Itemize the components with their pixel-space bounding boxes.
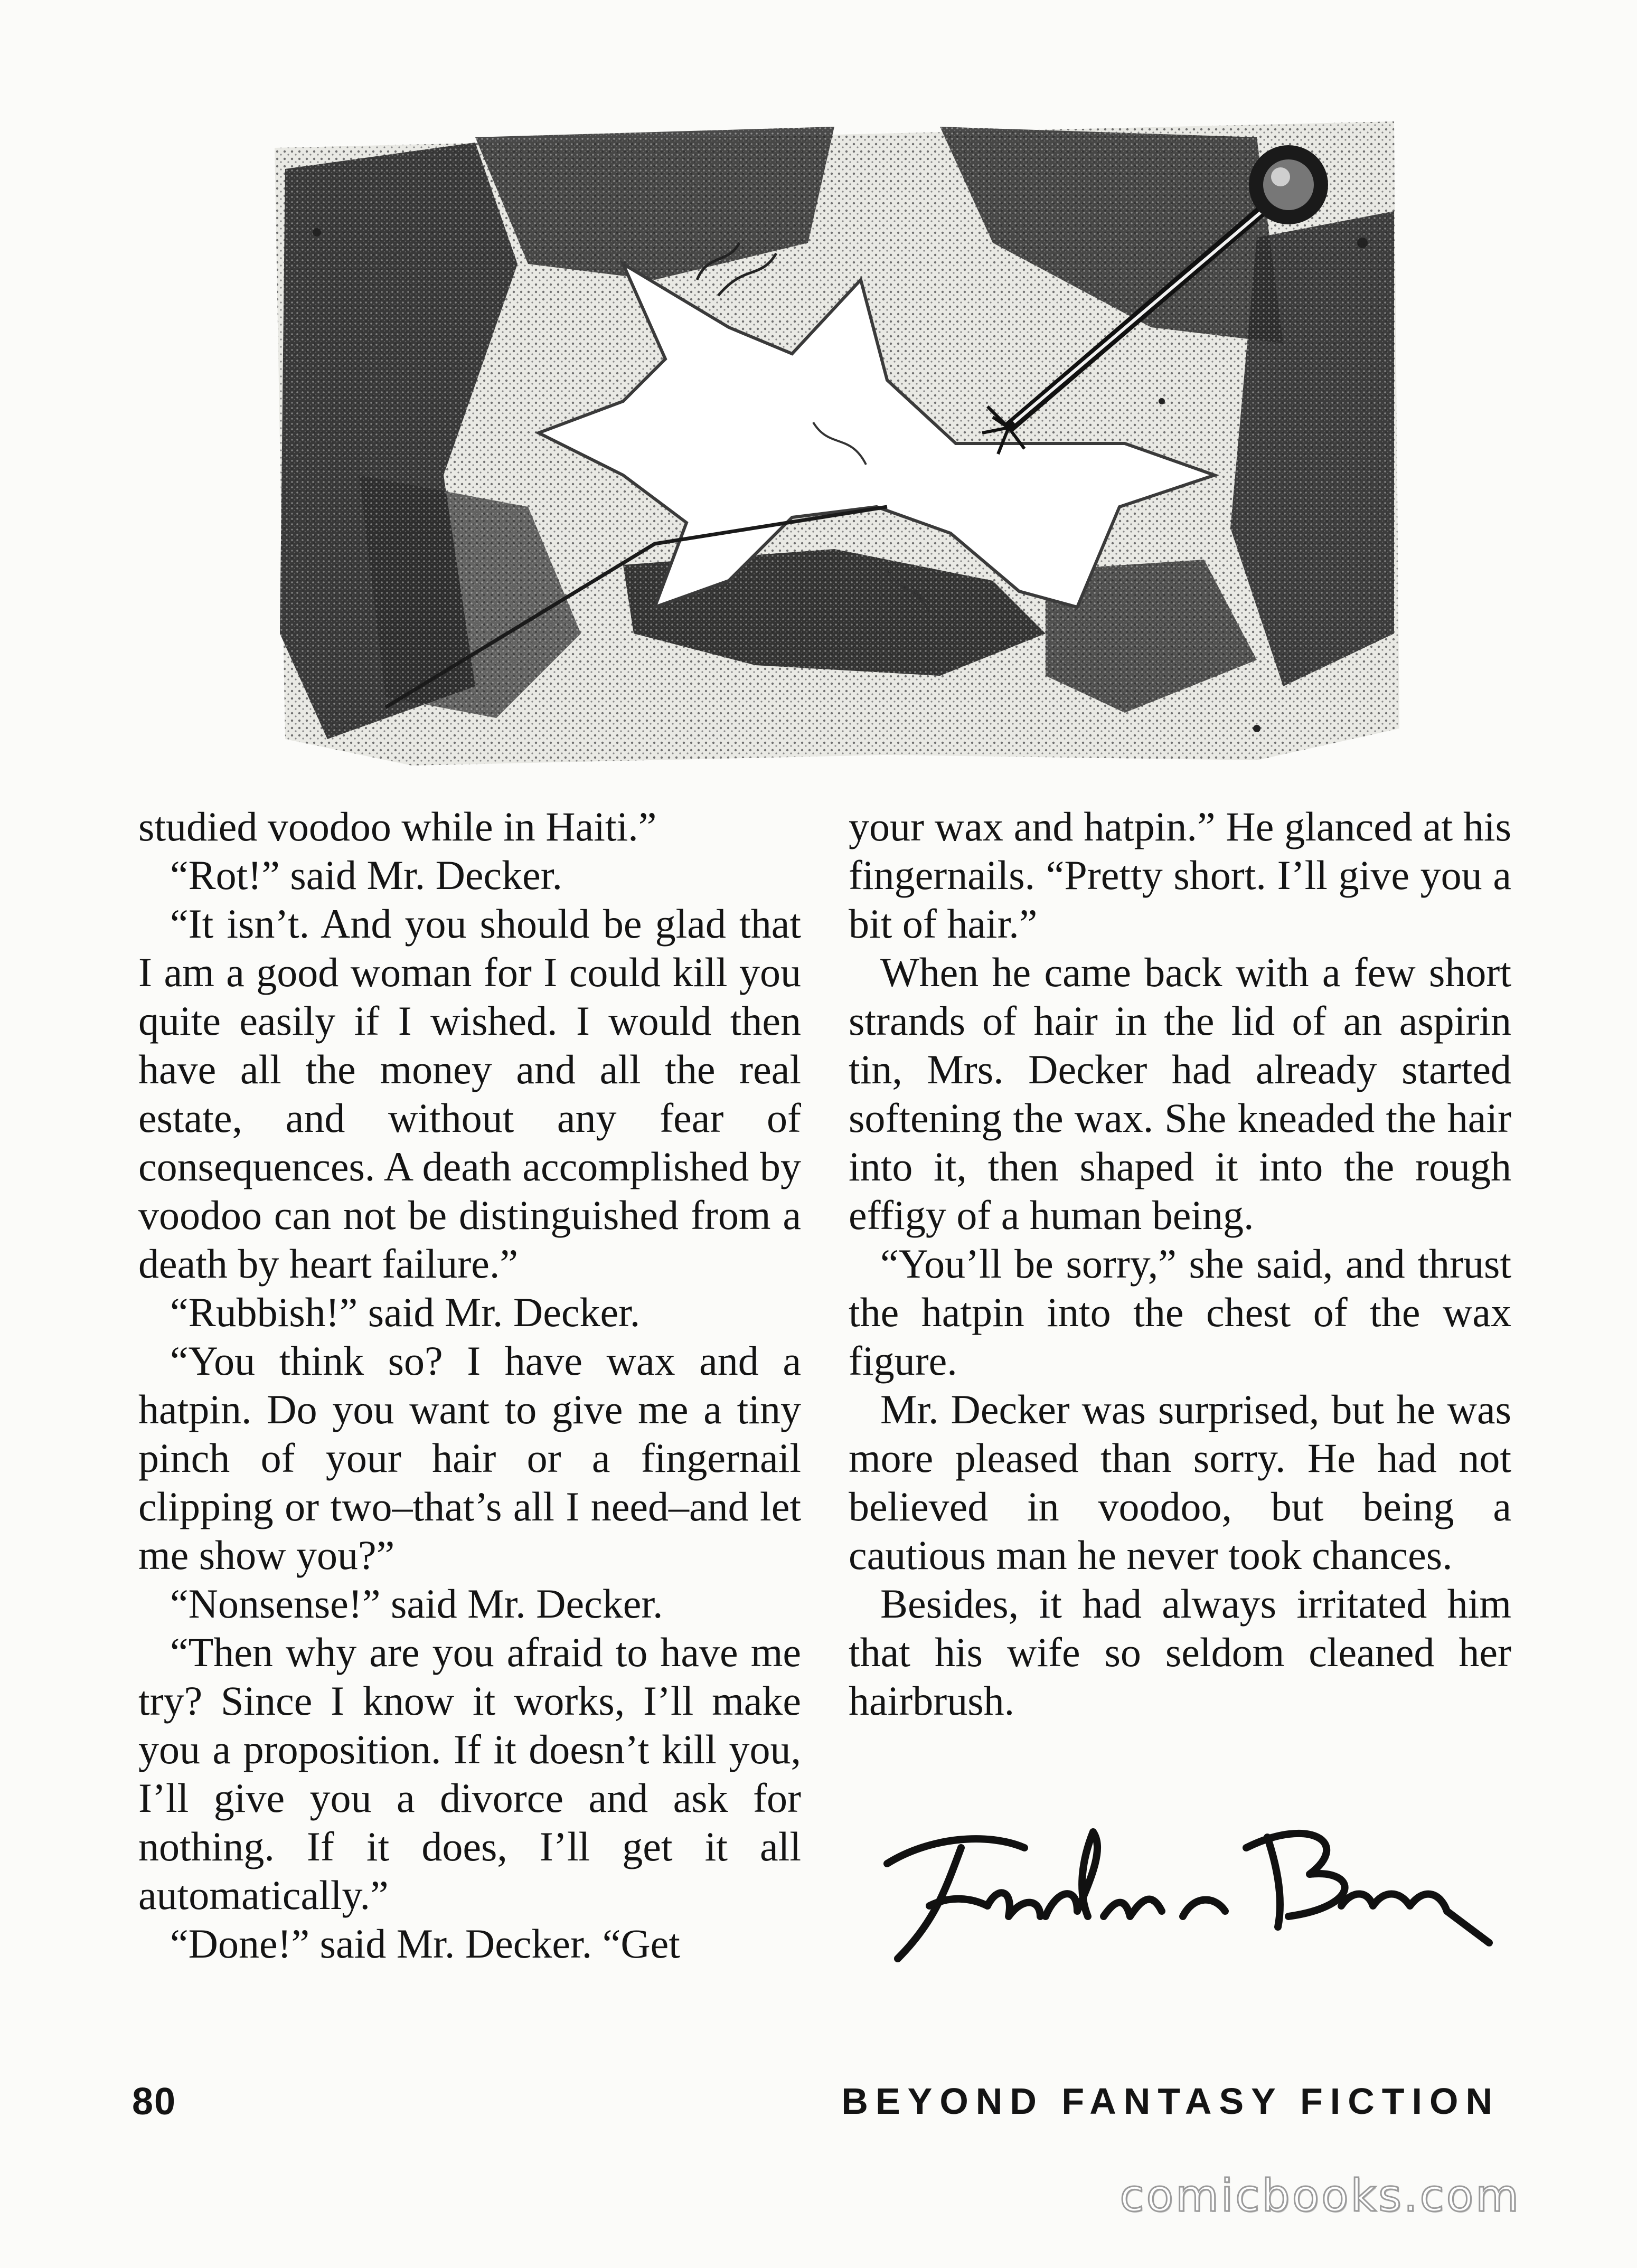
story-paragraph: your wax and hatpin.” He glanced at his fingernails. “Pretty short. I’ll give you a bit of hair.” bbox=[849, 804, 1511, 947]
magazine-title: BEYOND FANTASY FICTION bbox=[841, 2081, 1500, 2122]
story-paragraph: studied voodoo while in Haiti.” bbox=[138, 804, 657, 849]
story-paragraph: When he came back with a few short strands of hair in the lid of an aspirin tin, Mrs. Decker had already started softening the wax. She kneaded the hair into it, then shaped it into the rough effigy of a human being. bbox=[849, 949, 1511, 1238]
story-paragraph: “Nonsense!” said Mr. Decker. bbox=[170, 1581, 663, 1627]
story-paragraph: Mr. Decker was surprised, but he was more pleased than sorry. He had not believed in voodoo, but being a cautious man he never took chances. bbox=[849, 1386, 1511, 1578]
story-paragraph: “Rot!” said Mr. Decker. bbox=[170, 852, 562, 898]
story-paragraph: “You’ll be sorry,” she said, and thrust the hatpin into the chest of the wax figure. bbox=[849, 1241, 1511, 1384]
story-paragraph: “It isn’t. And you should be glad that I am a good woman for I could kill you quite easily if I wished. I would then have all the money and all the real estate, and without any fear of consequences. A death accomplished by voodoo can not be distinguished from a death by heart failure.” bbox=[138, 901, 801, 1287]
story-column-left bbox=[138, 802, 801, 1968]
story-paragraph: “Done!” said Mr. Decker. “Get bbox=[170, 1921, 680, 1967]
author-signature bbox=[866, 1784, 1500, 1985]
story-column-right bbox=[849, 802, 1511, 1725]
story-paragraph: “Then why are you afraid to have me try? Since I know it works, I’ll make you a proposition. If it doesn’t kill you, I’ll give you a divorce and ask for nothing. If it does, I’ll get it all automatically.” bbox=[138, 1629, 801, 1918]
voodoo-doll-illustration bbox=[253, 106, 1415, 771]
page-number: 80 bbox=[132, 2081, 177, 2123]
story-paragraph: Besides, it had always irritated him that his wife so seldom cleaned her hairbrush. bbox=[849, 1581, 1511, 1724]
illustration-drawing bbox=[253, 106, 1415, 771]
story-paragraph: “You think so? I have wax and a hatpin. Do you want to give me a tiny pinch of your hair or a fingernail clipping or two–that’s all I need–and let me show you?” bbox=[138, 1338, 801, 1578]
page-footer bbox=[127, 2080, 1500, 2138]
site-watermark: comicbooks.com bbox=[1119, 2170, 1521, 2222]
signature-scrawl bbox=[866, 1784, 1500, 1985]
story-paragraph: “Rubbish!” said Mr. Decker. bbox=[170, 1289, 641, 1335]
